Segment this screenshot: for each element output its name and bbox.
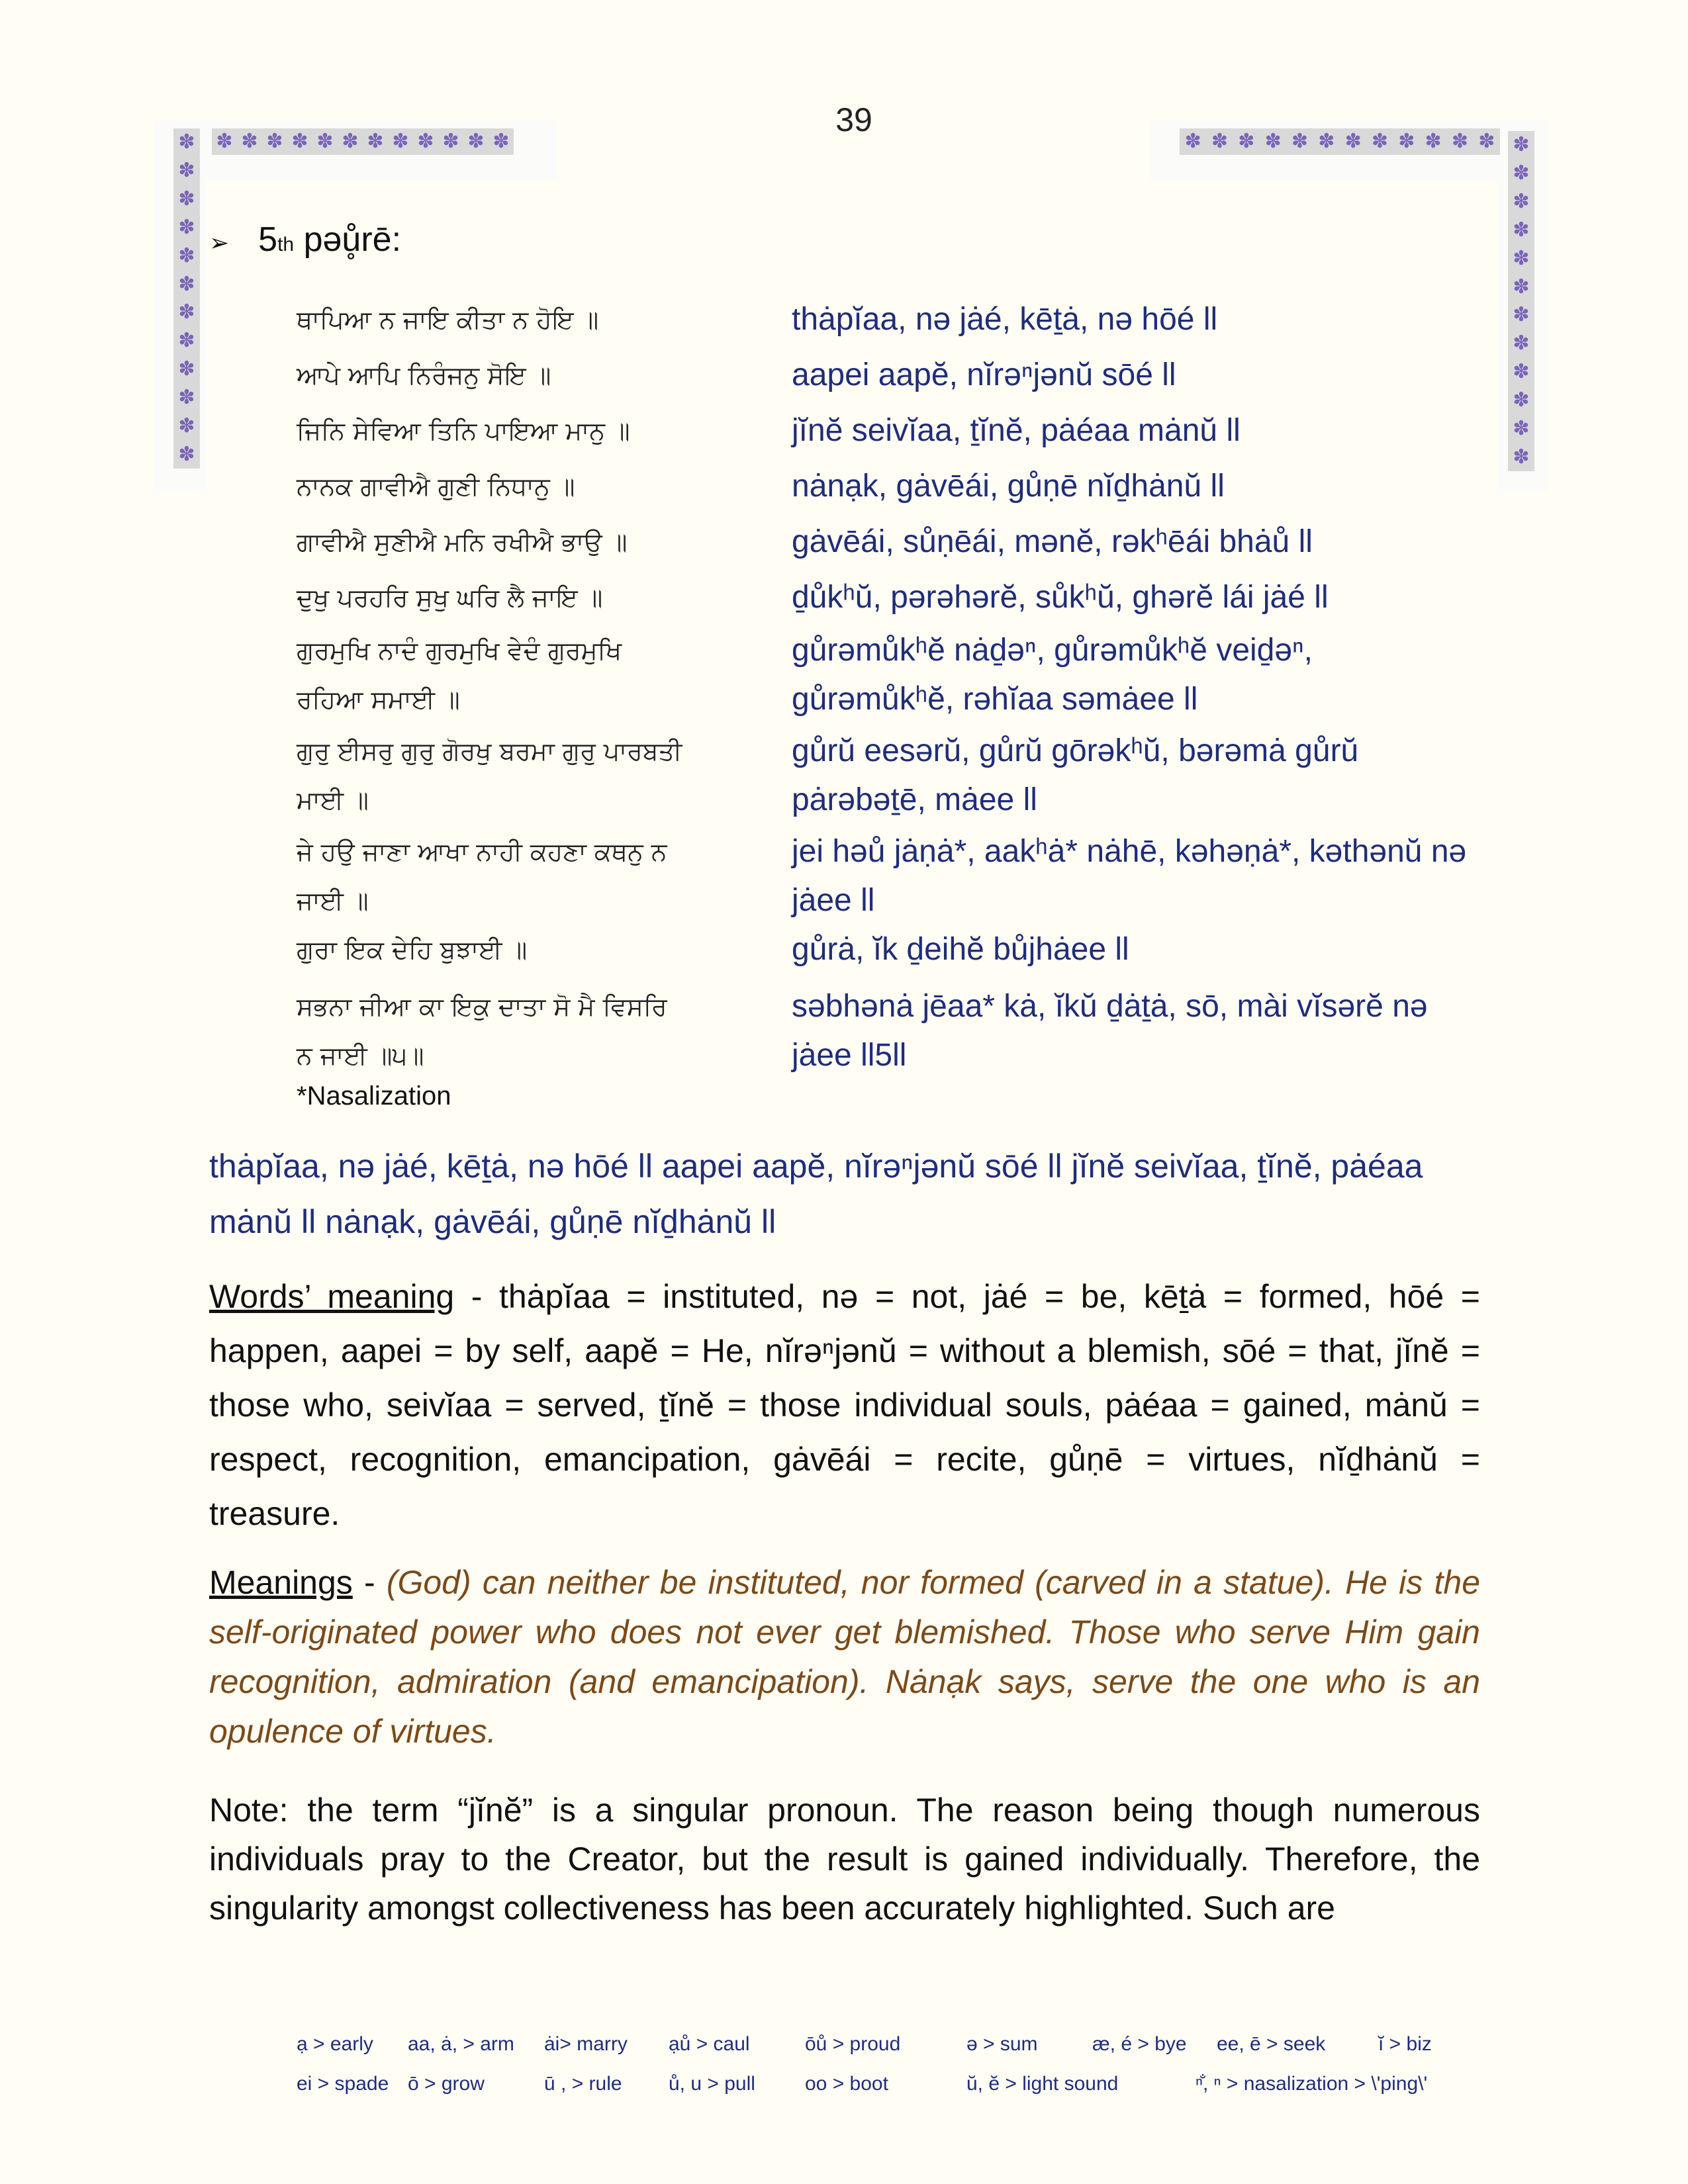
flower-ornament-icon: ✽ (1211, 130, 1229, 152)
flower-ornament-icon: ✽ (467, 130, 485, 152)
pronunciation-key-item: ōů > proud (805, 2033, 901, 2055)
flower-ornament-icon: ✽ (1264, 130, 1282, 152)
flower-ornament-icon: ✽ (178, 159, 195, 182)
flower-ornament-icon: ✽ (392, 130, 409, 152)
pronunciation-key-item: ạ > early (297, 2033, 373, 2055)
gurmukhi-text: ਥਾਪਿਆ ਨ ਜਾਇ ਕੀਤਾ ਨ ਹੋਇ ॥ (297, 305, 599, 334)
flower-ornament-icon: ✽ (1318, 130, 1335, 152)
pronunciation-key-item: ĭ > biz (1378, 2033, 1432, 2055)
transliteration-text: ḏůkʰŭ, pərəhərĕ, sůkʰŭ, ghərĕ lái jȧé ll (792, 580, 1329, 615)
flower-ornament-icon: ✽ (178, 330, 195, 352)
flower-ornament-icon: ✽ (178, 188, 195, 210)
flower-ornament-icon: ✽ (1344, 130, 1362, 152)
gurmukhi-text: ਨਾਨਕ ਗਾਵੀਐ ਗੁਣੀ ਨਿਧਾਨੁ ॥ (297, 472, 575, 501)
gurmukhi-text: ਸਭਨਾ ਜੀਆ ਕਾ ਇਕੁ ਦਾਤਾ ਸੋ ਮੈ ਵਿਸਰਿ ਨ ਜਾਈ ॥੫॥ (297, 992, 667, 1070)
decorative-border-top-right (1180, 128, 1500, 155)
transliteration-text: jĭnĕ seivĭaa, ṯĭnĕ, pȧéaa mȧnŭ ll (792, 413, 1241, 448)
flower-ornament-icon: ✽ (442, 130, 459, 152)
verse-ordinal-suffix: th (277, 234, 295, 255)
flower-ornament-icon: ✽ (417, 130, 434, 152)
gurmukhi-text: ਜਿਨਿ ਸੇਵਿਆ ਤਿਨਿ ਪਾਇਆ ਮਾਨੁ ॥ (297, 416, 630, 445)
running-transliteration: thȧpĭaa, nə jȧé, kēṯȧ, nə hōé ll aapei aapĕ, nĭrəⁿjənŭ sōé ll jĭnĕ seivĭaa, ṯĭnĕ, pȧéaa mȧnŭ ll nȧnạk, gȧvēái, gůṇē nĭḏhȧnŭ ll (209, 1148, 1423, 1240)
flower-ornament-icon: ✽ (178, 244, 195, 267)
flower-ornament-icon: ✽ (216, 130, 233, 152)
flower-ornament-icon: ✽ (178, 414, 195, 437)
words-meaning-text: - thȧpĭaa = instituted, nə = not, jȧé = be, kēṯȧ = formed, hōé = happen, aapei = by self, aapĕ = He, nĭrəⁿjənŭ = without a blemish, sōé = that, jĭnĕ = those who, seivĭaa = served, ṯĭnĕ = those individual souls, pȧéaa = gained, mȧnŭ = respect, recognition, emancipation, gȧvēái = recite, gůṇē = virtues, nĭḏhȧnŭ = treasure. (209, 1278, 1480, 1532)
transliteration-text: gůrəmůkʰĕ nȧḏəⁿ, gůrəmůkʰĕ veiḏəⁿ, gůrəmůkʰĕ, rəhĭaa səmȧee ll (792, 633, 1313, 717)
bullet-arrow-icon: ➢ (209, 229, 230, 256)
flower-ornament-icon: ✽ (1513, 445, 1530, 468)
gurmukhi-text: ਦੁਖੁ ਪਰਹਰਿ ਸੁਖੁ ਘਰਿ ਲੈ ਜਾਇ ॥ (297, 583, 603, 612)
flower-ornament-icon: ✽ (266, 130, 283, 152)
flower-ornament-icon: ✽ (241, 130, 258, 152)
pronunciation-key-item: æ, é > bye (1092, 2033, 1187, 2055)
flower-ornament-icon: ✽ (1478, 130, 1495, 152)
note-paragraph: Note: the term “jĭnĕ” is a singular pronoun. The reason being though numerous individuals pray to the Creator, but the result is gained individually. Therefore, the singularity amongst collectiveness has been accurately highlighted. Such are (209, 1792, 1480, 1927)
flower-ornament-icon: ✽ (1371, 130, 1389, 152)
pronunciation-key-item: ō > grow (408, 2073, 485, 2095)
words-meaning-paragraph (209, 1269, 1480, 1541)
flower-ornament-icon: ✽ (178, 273, 195, 295)
meanings-text: (God) can neither be instituted, nor formed (carved in a statue). He is the self-originated power who does not ever get blemished. Those who serve Him gain recognition, admiration (and emancipation). Nȧnạk says, serve the one who is an opulence of virtues. (209, 1564, 1480, 1750)
flower-ornament-icon: ✽ (178, 443, 195, 465)
flower-ornament-icon: ✽ (1513, 361, 1530, 383)
decorative-border-top-left (212, 128, 514, 155)
flower-ornament-icon: ✽ (1513, 275, 1530, 298)
flower-ornament-icon: ✽ (1513, 417, 1530, 439)
flower-ornament-icon: ✽ (178, 131, 195, 154)
gurmukhi-text: ਗੁਰੁ ਈਸਰੁ ਗੁਰੁ ਗੋਰਖੁ ਬਰਮਾ ਗੁਰੁ ਪਾਰਬਤੀ ਮਾਈ ॥ (297, 737, 682, 815)
flower-ornament-icon: ✽ (367, 130, 384, 152)
transliteration-text: gůrŭ eesərŭ, gůrŭ gōrəkʰŭ, bərəmȧ gůrŭ pȧrəbəṯē, mȧee ll (792, 733, 1359, 817)
gurmukhi-text: ਗਾਵੀਐ ਸੁਣੀਐ ਮਨਿ ਰਖੀਐ ਭਾਉ ॥ (297, 527, 628, 557)
flower-ornament-icon: ✽ (178, 386, 195, 408)
meanings-label: Meanings (209, 1564, 353, 1601)
flower-ornament-icon: ✽ (1513, 191, 1530, 213)
transliteration-text: nȧnạk, gȧvēái, gůṇē nĭḏhȧnŭ ll (792, 469, 1225, 504)
flower-ornament-icon: ✽ (1513, 332, 1530, 355)
pronunciation-key-item: ạů > caul (669, 2033, 750, 2055)
flower-ornament-icon: ✽ (316, 130, 334, 152)
flower-ornament-icon: ✽ (1513, 218, 1530, 241)
verse-heading (209, 220, 401, 259)
transliteration-text: gȧvēái, sůṇēái, mənĕ, rəkʰēái bhȧů ll (792, 524, 1313, 559)
transliteration-text: thȧpĭaa, nə jȧé, kēṯȧ, nə hōé ll (792, 302, 1218, 337)
flower-ornament-icon: ✽ (1513, 134, 1530, 156)
meanings-separator: - (352, 1564, 387, 1601)
flower-ornament-icon: ✽ (1513, 304, 1530, 326)
pronunciation-key-item: ə > sum (966, 2033, 1038, 2055)
flower-ornament-icon: ✽ (1425, 130, 1442, 152)
verse-ordinal: 5 (258, 220, 278, 259)
gurmukhi-text: ਜੇ ਹਉ ਜਾਣਾ ਆਖਾ ਨਾਹੀ ਕਹਣਾ ਕਥਨੁ ਨ ਜਾਈ ॥ (297, 837, 667, 915)
pronunciation-key-item: ei > spade (297, 2073, 389, 2095)
verse-title: pəů̥rē: (303, 220, 402, 259)
flower-ornament-icon: ✽ (291, 130, 308, 152)
pronunciation-key-item: ⁿ̐, ⁿ > nasalization > \'ping\' (1196, 2073, 1428, 2095)
pronunciation-key-item: oo > boot (805, 2073, 888, 2095)
flower-ornament-icon: ✽ (1513, 388, 1530, 411)
flower-ornament-icon: ✽ (1513, 247, 1530, 269)
flower-ornament-icon: ✽ (178, 301, 195, 324)
page-number: 39 (835, 101, 872, 138)
gurmukhi-text: ਆਪੇ ਆਪਿ ਨਿਰੰਜਨੁ ਸੋਇ ॥ (297, 361, 551, 390)
flower-ornament-icon: ✽ (1184, 130, 1201, 152)
flower-ornament-icon: ✽ (1513, 162, 1530, 185)
pronunciation-key-item: ū , > rule (544, 2073, 622, 2095)
pronunciation-key-item: ee, ē > seek (1217, 2033, 1326, 2055)
transliteration-text: aapei aapĕ, nĭrəⁿjənŭ sōé ll (792, 357, 1176, 392)
flower-ornament-icon: ✽ (1451, 130, 1469, 152)
transliteration-text: səbhənȧ jēaa* kȧ, ĭkŭ ḏȧṯȧ, sō, mài vĭsərĕ nə jȧee ll5ll (792, 989, 1428, 1073)
nasalization-footnote: *Nasalization (297, 1081, 451, 1111)
flower-ornament-icon: ✽ (178, 358, 195, 381)
transliteration-text: gůrȧ, ĭk ḏeihĕ bůjhȧee ll (792, 932, 1129, 967)
flower-ornament-icon: ✽ (178, 216, 195, 238)
flower-ornament-icon: ✽ (492, 130, 510, 152)
words-meaning-label: Words’ meaning (209, 1278, 455, 1315)
meanings-paragraph (209, 1558, 1480, 1756)
decorative-border-right (1508, 131, 1534, 471)
pronunciation-key-item: ȧi> marry (544, 2033, 628, 2055)
pronunciation-key-item: ů, u > pull (669, 2073, 755, 2095)
flower-ornament-icon: ✽ (1398, 130, 1415, 152)
pronunciation-key-item: aa, ȧ, > arm (408, 2033, 514, 2055)
gurmukhi-text: ਗੁਰਮੁਖਿ ਨਾਦੰ ਗੁਰਮੁਖਿ ਵੇਦੰ ਗੁਰਮੁਖਿ ਰਹਿਆ ਸਮਾਈ ॥ (297, 636, 622, 714)
gurmukhi-text: ਗੁਰਾ ਇਕ ਦੇਹਿ ਬੁਝਾਈ ॥ (297, 935, 528, 964)
flower-ornament-icon: ✽ (1238, 130, 1255, 152)
pronunciation-key-item: ŭ, ĕ > light sound (966, 2073, 1119, 2095)
transliteration-text: jei həů jȧṇȧ*, aakʰȧ* nȧhē, kəhəṇȧ*, kəthənŭ nə jȧee ll (792, 834, 1467, 918)
decorative-border-left (173, 128, 200, 469)
flower-ornament-icon: ✽ (1291, 130, 1309, 152)
flower-ornament-icon: ✽ (342, 130, 359, 152)
